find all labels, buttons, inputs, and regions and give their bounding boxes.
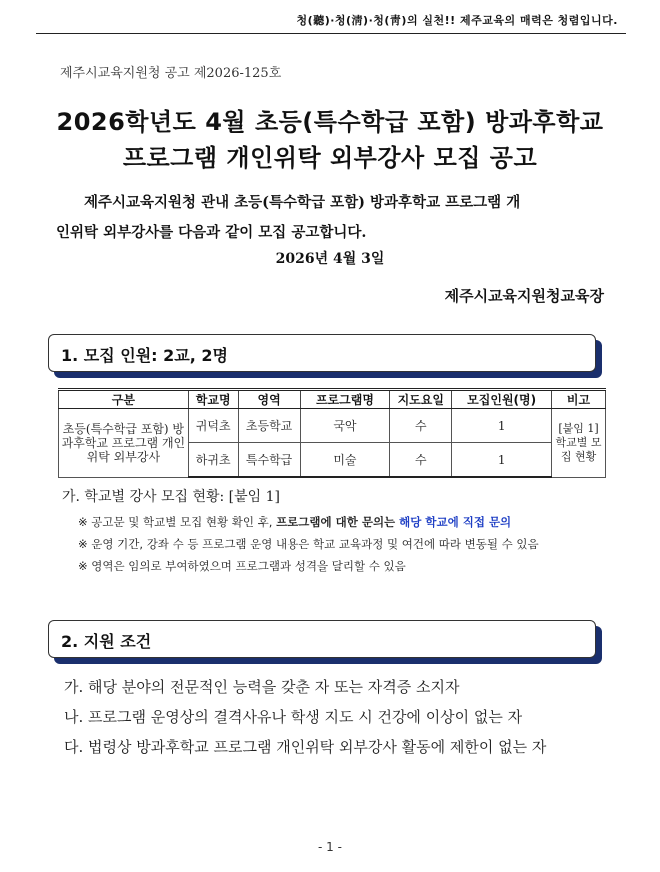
- header-day: 지도요일: [390, 390, 452, 409]
- table-header-row: [59, 390, 606, 409]
- signer: 제주시교육지원청교육장: [444, 287, 604, 305]
- notice-number: 제주시교육지원청 공고 제2026-125호: [60, 66, 282, 81]
- note-inquiry-bold: 프로그램에 대한 문의는: [276, 515, 400, 529]
- day-cell: 수: [390, 409, 452, 443]
- slogan: 청(聽)·청(淸)·청(靑)의 실천!! 제주교육의 매력은 청렴입니다.: [296, 14, 618, 27]
- program-cell: 국악: [300, 409, 390, 443]
- area-cell: 특수학급: [238, 443, 300, 478]
- header-school: 학교명: [188, 390, 238, 409]
- title-line-2: 프로그램 개인위탁 외부강사 모집 공고: [122, 144, 538, 172]
- recruit-table: [58, 388, 606, 478]
- page-number: - 1 -: [318, 840, 342, 854]
- header-note: 비고: [552, 390, 606, 409]
- condition-item: 다. 법령상 방과후학교 프로그램 개인위탁 외부강사 활동에 제한이 없는 자: [64, 738, 547, 756]
- title-line-1: 2026학년도 4월 초등(특수학급 포함) 방과후학교: [56, 108, 604, 136]
- note-inquiry: [78, 514, 511, 530]
- condition-item: 가. 해당 분야의 전문적인 능력을 갖춘 자 또는 자격증 소지자: [64, 678, 460, 696]
- intro-line-2: 인위탁 외부강사를 다음과 같이 모집 공고합니다.: [56, 224, 367, 241]
- header-count: 모집인원(명): [452, 390, 552, 409]
- header-category: 구분: [59, 390, 189, 409]
- category-cell: 초등(특수학급 포함) 방과후학교 프로그램 개인위탁 외부강사: [59, 409, 189, 478]
- section-1-title: 1. 모집 인원: 2교, 2명: [61, 346, 228, 365]
- note-inquiry-prefix: ※ 공고문 및 학교별 모집 현황 확인 후,: [78, 515, 277, 529]
- note-area: ※ 영역은 임의로 부여하였으며 프로그램과 성격을 달리할 수 있음: [78, 559, 406, 573]
- intro-line-1: 제주시교육지원청 관내 초등(특수학급 포함) 방과후학교 프로그램 개: [84, 194, 521, 211]
- table-row: [59, 409, 606, 443]
- section-2-header: [48, 620, 596, 658]
- note-cell: [붙임 1] 학교별 모집 현황: [552, 409, 606, 478]
- program-cell: 미술: [300, 443, 390, 478]
- condition-item: 나. 프로그램 운영상의 결격사유나 학생 지도 시 건강에 이상이 없는 자: [64, 708, 523, 726]
- count-cell: 1: [452, 409, 552, 443]
- school-cell: 하귀초: [188, 443, 238, 478]
- area-cell: 초등학교: [238, 409, 300, 443]
- section-1-header: [48, 334, 596, 372]
- header-area: 영역: [238, 390, 300, 409]
- note-variation: ※ 운영 기간, 강좌 수 등 프로그램 운영 내용은 학교 교육과정 및 여건에 따라 변동될 수 있음: [78, 537, 539, 551]
- notice-date: 2026년 4월 3일: [275, 251, 385, 267]
- note-inquiry-highlight: 해당 학교에 직접 문의: [399, 515, 512, 529]
- sub-item-attachment: 가. 학교별 강사 모집 현황: [붙임 1]: [62, 489, 280, 505]
- section-2-title: 2. 지원 조건: [61, 632, 152, 651]
- count-cell: 1: [452, 443, 552, 478]
- header-program: 프로그램명: [300, 390, 390, 409]
- day-cell: 수: [390, 443, 452, 478]
- school-cell: 귀덕초: [188, 409, 238, 443]
- slogan-divider: [36, 33, 626, 34]
